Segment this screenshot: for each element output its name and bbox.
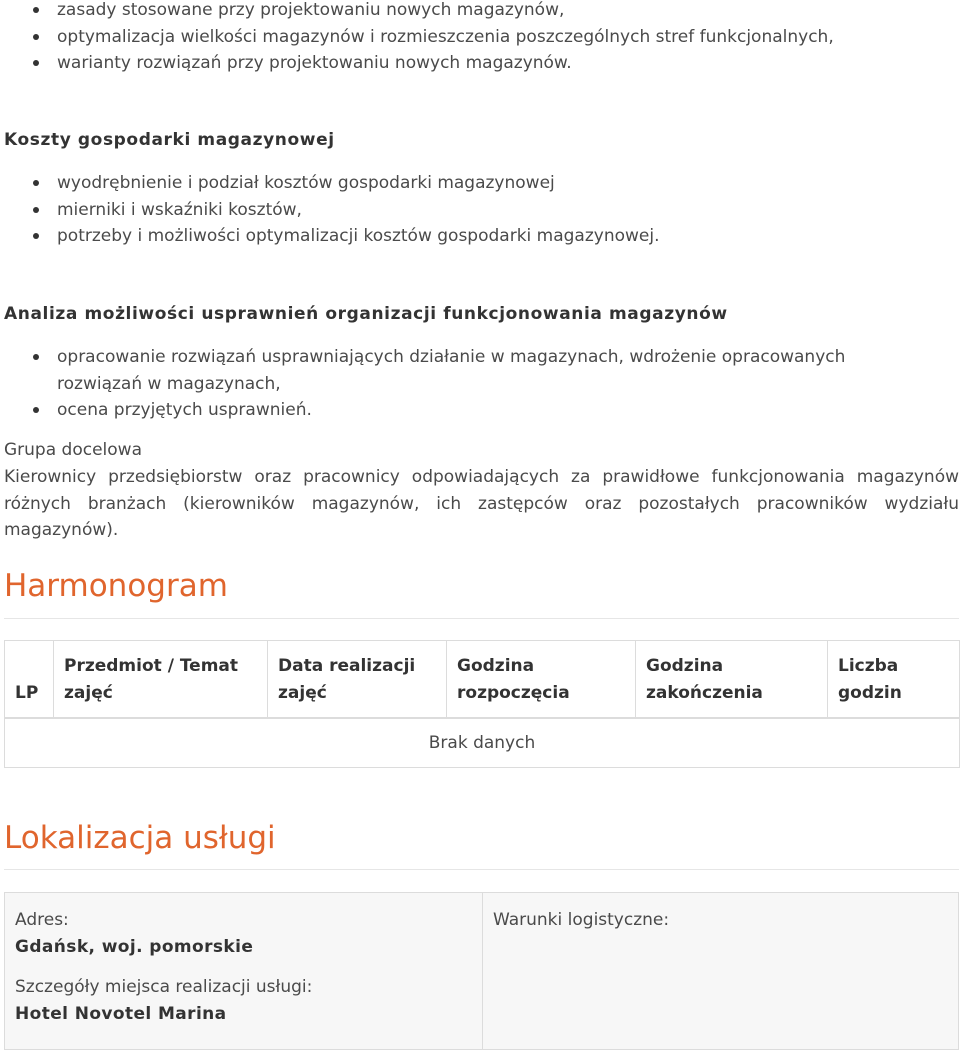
address-column: [5, 893, 483, 1049]
column-header-start-time: Godzina rozpoczęcia: [447, 641, 636, 719]
schedule-title: Harmonogram: [4, 568, 228, 604]
koszty-heading: Koszty gospodarki magazynowej: [4, 130, 335, 150]
target-group-label: Grupa docelowa: [4, 440, 142, 460]
column-header-date: Data realizacji zajęć: [268, 641, 447, 719]
column-header-end-time: Godzina zakończenia: [636, 641, 828, 719]
empty-state-text: Brak danych: [5, 718, 960, 768]
address-label: Adres:: [15, 910, 69, 930]
list-item: potrzeby i możliwości optymalizacji kosztów gospodarki magazynowej.: [0, 223, 940, 250]
target-group-text: Kierownicy przedsiębiorstw oraz pracownicy odpowiadających za prawidłowe funkcjonowania magazynów różnych branżach (kierowników magazynów, ich zastępców oraz pozostałych pracowników wydziału magazynów).: [4, 467, 959, 540]
list-item: mierniki i wskaźniki kosztów,: [0, 197, 940, 224]
column-header-subject: Przedmiot / Temat zajęć: [54, 641, 268, 719]
top-bullet-list: [0, 0, 940, 77]
table-row: [5, 718, 960, 768]
location-title: Lokalizacja usługi: [4, 820, 276, 856]
divider: [4, 618, 959, 619]
location-box: [4, 892, 959, 1050]
venue-details-label: Szczegóły miejsca realizacji usługi:: [15, 977, 313, 997]
list-item: ocena przyjętych usprawnień.: [0, 397, 920, 424]
column-header-lp: LP: [5, 641, 54, 719]
divider: [4, 869, 959, 870]
column-header-hours: Liczba godzin: [828, 641, 960, 719]
analiza-bullet-list: [0, 344, 920, 424]
koszty-bullet-list: [0, 170, 940, 250]
list-item: optymalizacja wielkości magazynów i rozmieszczenia poszczególnych stref funkcjonalnych,: [0, 24, 940, 51]
logistics-column: [483, 893, 958, 1049]
analiza-heading: Analiza możliwości usprawnień organizacji funkcjonowania magazynów: [4, 304, 728, 324]
list-item: wyodrębnienie i podział kosztów gospodarki magazynowej: [0, 170, 940, 197]
venue-details-value: Hotel Novotel Marina: [15, 1004, 227, 1024]
table-header-row: [5, 641, 960, 719]
address-value: Gdańsk, woj. pomorskie: [15, 937, 254, 957]
list-item: warianty rozwiązań przy projektowaniu nowych magazynów.: [0, 50, 940, 77]
list-item: zasady stosowane przy projektowaniu nowych magazynów,: [0, 0, 940, 24]
list-item: opracowanie rozwiązań usprawniających działanie w magazynach, wdrożenie opracowanych rozwiązań w magazynach,: [0, 344, 920, 397]
logistics-label: Warunki logistyczne:: [493, 910, 670, 930]
schedule-table: [4, 640, 960, 768]
